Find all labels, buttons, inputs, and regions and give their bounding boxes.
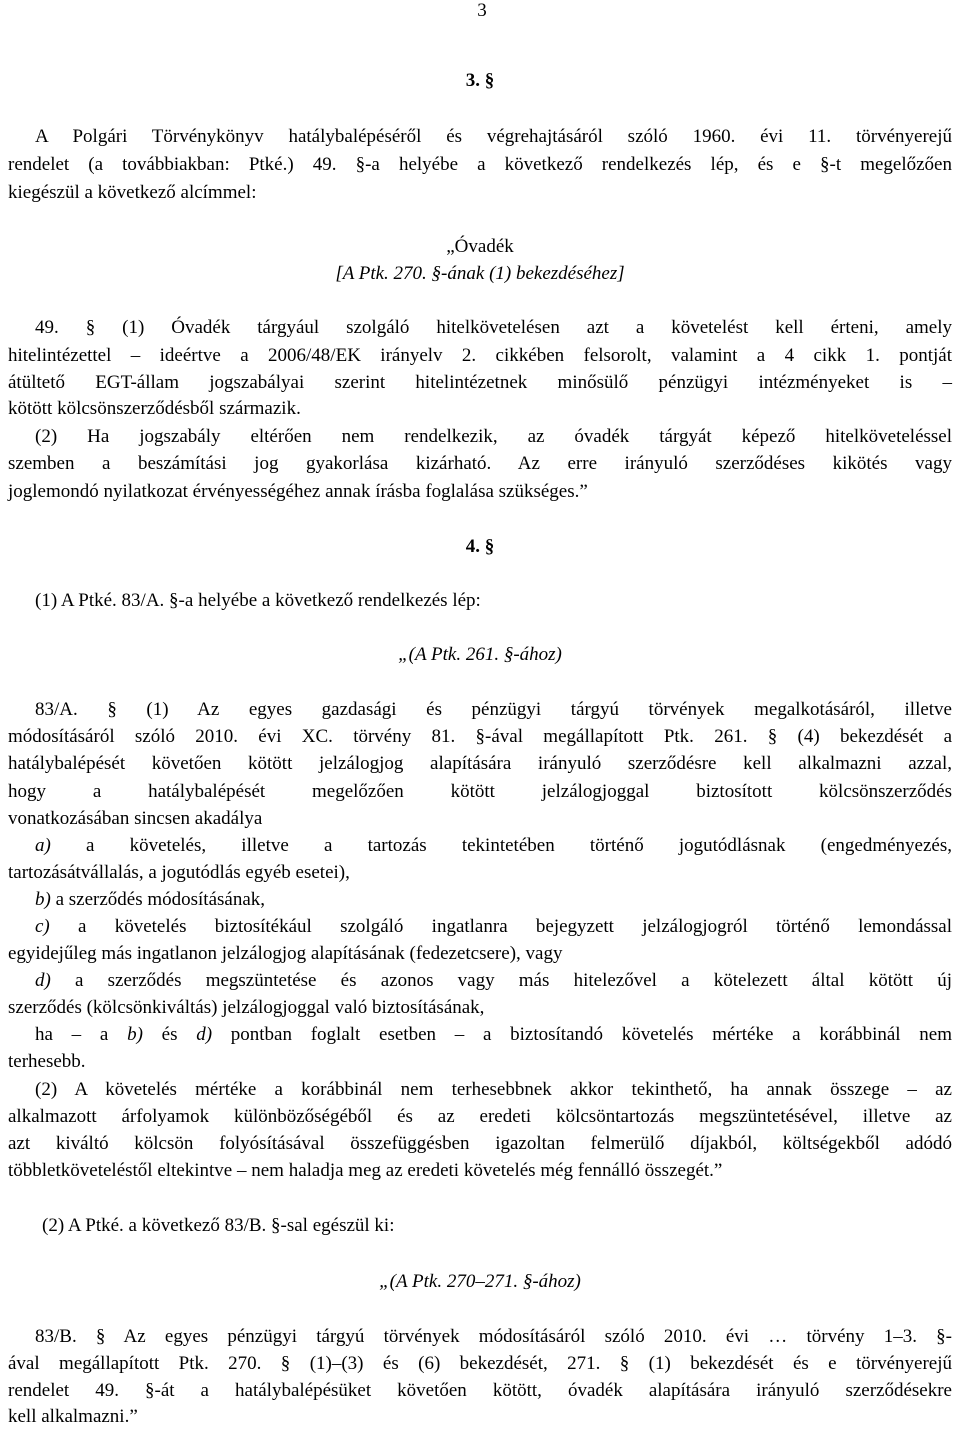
s4-p1-body-line-3: hatálybalépését követően kötött jelzálogjog alapítására irányuló szerződésre kell alkalmazni azzal,	[8, 753, 952, 774]
s4-p2-body-line-1: (2) A követelés mértéke a korábbinál nem terhesebbnek akkor tekinthető, ha annak összege – az	[35, 1079, 952, 1100]
s4-tail-line-2: terhesebb.	[8, 1051, 86, 1072]
s4-item-a-line-2: tartozásátvállalás, a jogutódlás egyéb esetei),	[8, 862, 350, 883]
s3-para1-line-4: kötött kölcsönszerződésből származik.	[8, 398, 301, 419]
s4-p1-subtitle: „(A Ptk. 261. §-ához)	[398, 644, 562, 665]
s4-p2-body-line-4: többletköveteléstől eltekintve – nem haladja meg az eredeti követelés még fennálló összegét.”	[8, 1160, 723, 1181]
s3-subtitle-ref: [A Ptk. 270. §-ának (1) bekezdéséhez]	[335, 263, 625, 284]
tail-ref-d: d)	[196, 1024, 213, 1045]
s4-tail-line-1	[8, 1024, 952, 1046]
s3-para1-line-1: 49. § (1) Óvadék tárgyául szolgáló hitelkövetelésen azt a követelést kell érteni, amely	[35, 317, 952, 338]
s4-p1-body-line-1: 83/A. § (1) Az egyes gazdasági és pénzügyi tárgyú törvények megalkotásáról, illetve	[35, 699, 952, 720]
s4-p2-intro: (2) A Ptké. a következő 83/B. §-sal egészül ki:	[42, 1215, 395, 1236]
s4-p2-body-line-3: azt kiváltó kölcsön folyósításával összefüggésben igazoltan felmerülő díjakból, költségekből adódó	[8, 1133, 952, 1154]
s3-para2-line-3: joglemondó nyilatkozat érvényességéhez annak írásba foglalása szükséges.”	[8, 481, 588, 502]
s4-p2-body-line-2: alkalmazott árfolyamok különbözőségéből és az eredeti kölcsöntartozás megszüntetésével, illetve az	[8, 1106, 952, 1127]
item-b-text: a szerződés módosításának,	[55, 889, 266, 910]
tail-ref-b: b)	[127, 1024, 143, 1045]
s3-para1-line-2: hitelintézettel – ideértve a 2006/48/EK irányelv 2. cikkében felsorolt, valamint a 4 cikk 1. pontját	[8, 345, 952, 366]
s3-para2-line-2: szemben a beszámítási jog gyakorlása kizárható. Az erre irányuló szerződéses kikötés vagy	[8, 453, 952, 474]
page-number: 3	[477, 0, 487, 21]
s4-p1-body-line-4: hogy a hatálybalépését megelőzően kötött jelzálogjoggal biztosított kölcsönszerződés	[8, 781, 952, 802]
tail-post: pontban foglalt esetben – a biztosítandó követelés mértéke a korábbinál nem	[212, 1024, 953, 1045]
s3-intro-line-1: A Polgári Törvénykönyv hatálybalépéséről és végrehajtásáról szóló 1960. évi 11. törvényerejű	[35, 126, 952, 147]
s4-item-c-line-2: egyidejűleg más ingatlanon jelzálogjog alapításának (fedezetcsere), vagy	[8, 943, 563, 964]
s4-p1-body-line-2: módosításáról szóló 2010. évi XC. törvény 81. §-ával megállapított Ptk. 261. § (4) bekezdését a	[8, 726, 952, 747]
item-c-text: a követelés biztosítékául szolgáló ingatlanra bejegyzett jelzálogjogról történő lemondással	[78, 916, 952, 937]
s3-para2-line-1: (2) Ha jogszabály eltérően nem rendelkezik, az óvadék tárgyát képező hitelköveteléssel	[35, 426, 952, 447]
item-letter-c: c)	[35, 916, 50, 937]
s4-item-a-line-1	[8, 835, 952, 857]
item-a-text: a követelés, illetve a tartozás tekintetében történő jogutódlásnak (engedményezés,	[86, 835, 952, 856]
s4-p1-intro: (1) A Ptké. 83/A. §-a helyébe a következő rendelkezés lép:	[35, 590, 481, 611]
item-letter-a: a)	[35, 835, 51, 856]
section-heading-3: 3. §	[465, 70, 495, 91]
s4-p2-rule-line-2: ával megállapított Ptk. 270. § (1)–(3) és (6) bekezdését, 271. § (1) bekezdését és e törvényerejű	[8, 1353, 952, 1374]
s4-item-d-line-2: szerződés (kölcsönkiváltás) jelzálogjoggal való biztosításának,	[8, 997, 485, 1018]
s3-para1-line-3: átültető EGT-állam jogszabályai szerint hitelintézetnek minősülő pénzügyi intézményeket is –	[8, 372, 952, 393]
section-heading-4: 4. §	[465, 536, 495, 557]
tail-pre: ha – a	[35, 1024, 128, 1045]
s4-item-d-line-1	[8, 970, 952, 992]
item-letter-d: d)	[35, 970, 51, 991]
s4-p2-rule-line-3: rendelet 49. §-át a hatálybalépésüket követően kötött, óvadék alapítására irányuló szerződésekre	[8, 1380, 952, 1401]
item-d-text: a szerződés megszüntetése és azonos vagy más hitelezővel a kötelezett által kötött új	[75, 970, 952, 991]
item-letter-b: b)	[35, 889, 51, 910]
s4-p2-rule-line-4: kell alkalmazni.”	[8, 1406, 138, 1427]
s3-intro-line-3: kiegészül a következő alcímmel:	[8, 182, 257, 203]
s4-p2-rule-line-1: 83/B. § Az egyes pénzügyi tárgyú törvények módosításáról szóló 2010. évi … törvény 1–3. §-	[35, 1326, 952, 1347]
s3-subtitle: „Óvadék	[446, 236, 514, 257]
s3-intro-line-2: rendelet (a továbbiakban: Ptké.) 49. §-a helyébe a következő rendelkezés lép, és e §-t megelőzően	[8, 154, 952, 175]
s4-item-c-line-1	[8, 916, 952, 938]
tail-mid: és	[142, 1024, 197, 1045]
s4-p1-body-line-5: vonatkozásában sincsen akadálya	[8, 808, 263, 829]
s4-p2-subtitle: „(A Ptk. 270–271. §-ához)	[379, 1271, 581, 1292]
s4-item-b-line-1	[35, 889, 960, 911]
